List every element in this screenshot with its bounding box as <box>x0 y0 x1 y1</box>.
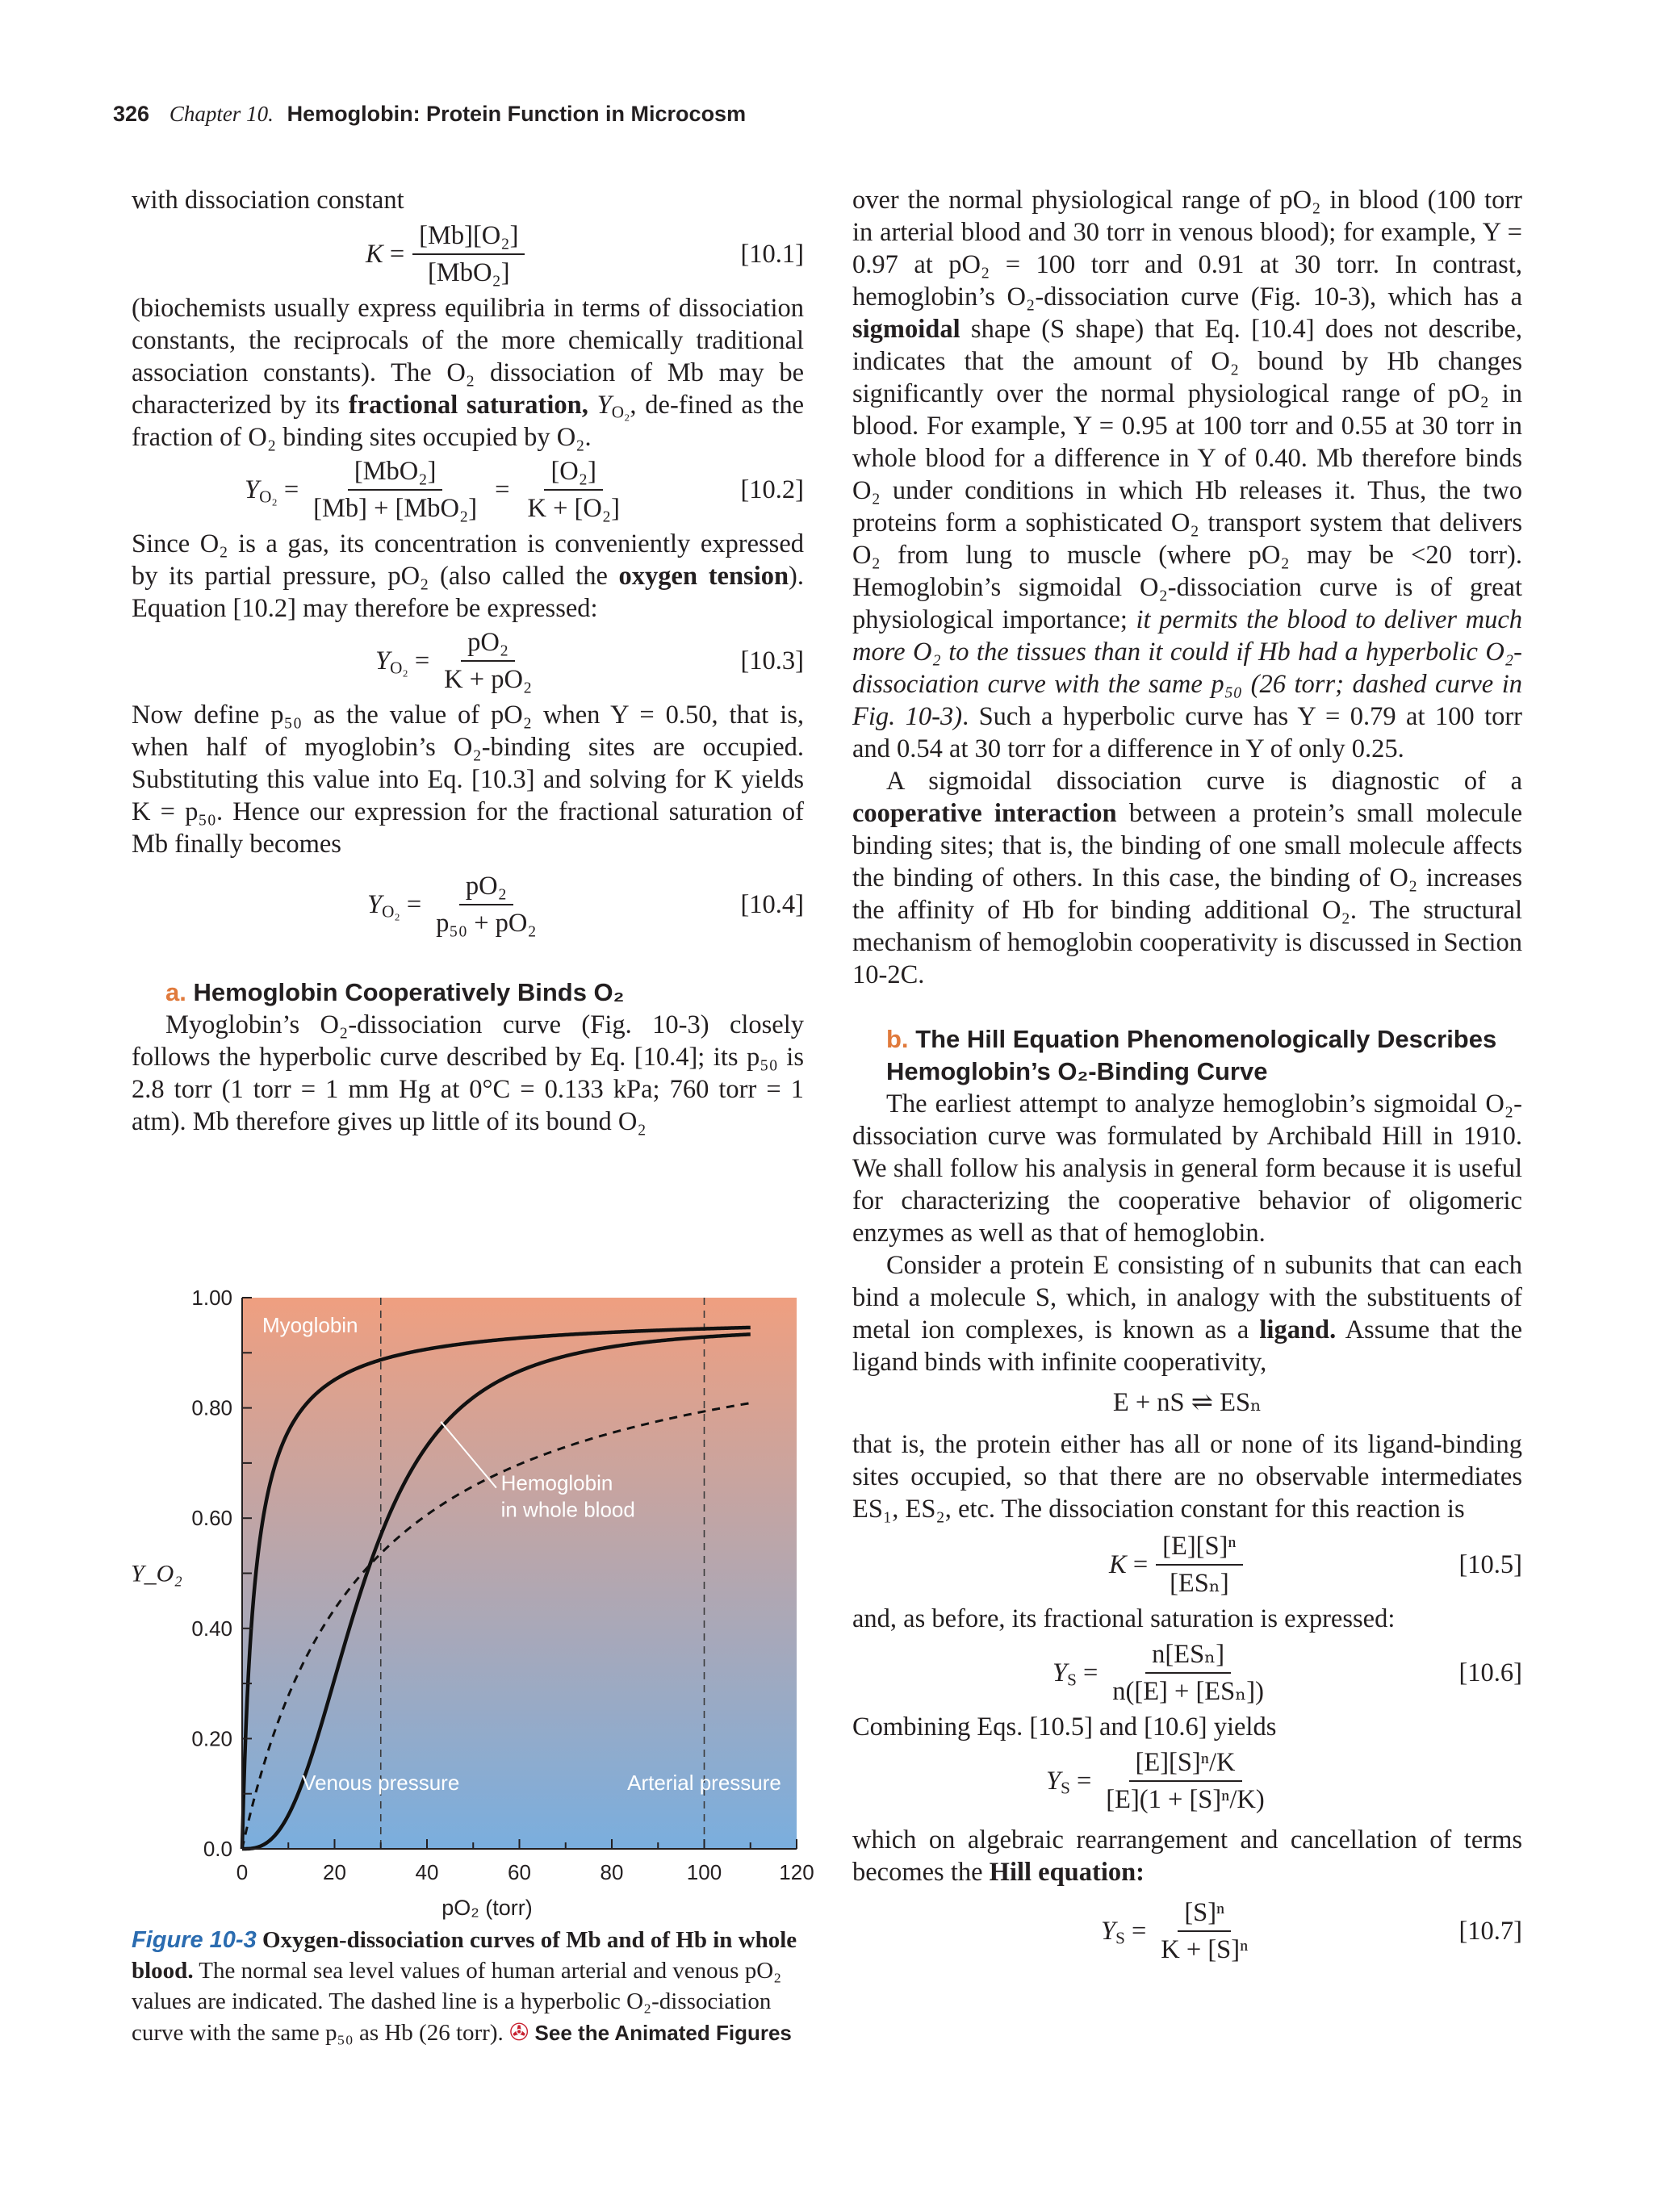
reaction-equation: E + nS ⇌ ESₙ <box>1112 1388 1262 1417</box>
equation-10-7: $Y_S$ = $\frac{\text{[S]ⁿ}}{\text{K + [S]ⁿ}}$ [10.7] <box>1101 1898 1522 1964</box>
label-hemoglobin: Hemoglobin <box>500 1470 613 1495</box>
y-tick-label: 1.00 <box>191 1286 232 1310</box>
paragraph: The earliest attempt to analyze hemoglobin’s sigmoidal O₂-dissociation curve was formulated by Archibald Hill in 1910. We shall follow his analysis in general form because it is useful for characterizing the cooperative behavior of oligomeric enzymes as well as that of hemoglobin. <box>852 1089 1522 1248</box>
caption-title: Oxygen-dissociation curves of Mb and of Hb in whole blood. <box>132 1927 797 1984</box>
figure-label: Figure 10-3 <box>132 1927 257 1953</box>
oxygen-dissociation-chart <box>113 1279 814 1920</box>
paragraph: and, as before, its fractional saturation is expressed: <box>852 1604 1396 1633</box>
left-column <box>132 184 804 1138</box>
eq-numerator: [Mb][O₂] <box>412 220 525 255</box>
equation-10-1: K = $\frac{\text{[Mb][O₂]}}{\text{[MbO₂]}}$ [10.1] <box>366 221 804 287</box>
paragraph: (biochemists usually express equilibria in terms of dissociation constants, the reciprocals of the more chemically traditional association constants). The O₂ dissociation of Mb may be characterized by its fractional saturation, $Y_{O_2}$, de-fined as the fraction of O₂ binding sites occupied by O₂. <box>132 294 805 452</box>
page-number: 326 <box>113 102 150 126</box>
equation-10-4: $Y_{O_2}$ = $\frac{\text{pO₂}}{\text{p₅₀ + pO₂}}$ [10.4] <box>367 872 804 938</box>
label-myoglobin: Myoglobin <box>262 1313 358 1337</box>
paragraph: Consider a protein E consisting of n subunits that can each bind a molecule S, which, in analogy with the substituents of metal ion complexes, is known as a ligand. Assume that the ligand binds with infinite cooperativity, <box>852 1251 1522 1377</box>
equation-number: [10.5] <box>1458 1550 1522 1579</box>
chapter-title: Hemoglobin: Protein Function in Microcosm <box>287 102 747 126</box>
paragraph: A sigmoidal dissociation curve is diagnostic of a cooperative interaction between a protein’s small molecule binding sites; that is, the binding of one small molecule affects the binding of others. In this case, the binding of O₂ increases the affinity of Hb for binding additional O₂. The structural mechanism of hemoglobin cooperativity is discussed in Section 10-2C. <box>852 767 1522 989</box>
x-tick-label: 120 <box>779 1860 814 1884</box>
x-tick-label: 80 <box>600 1860 624 1884</box>
equation-10-3: $Y_{O_2}$ = $\frac{\text{pO₂}}{\text{K + pO₂}}$ [10.3] <box>375 628 804 694</box>
equation-number: [10.6] <box>1458 1658 1522 1687</box>
equation-number: [10.1] <box>740 240 804 269</box>
y-tick-label: 0.20 <box>191 1726 232 1751</box>
x-tick-label: 100 <box>686 1860 722 1884</box>
paragraph: with dissociation constant <box>132 186 404 215</box>
equation-number: [10.4] <box>740 890 804 919</box>
x-tick-label: 60 <box>508 1860 531 1884</box>
paragraph: Since O₂ is a gas, its concentration is conveniently expressed by its partial pressure, pO₂ (also called the oxygen tension). Equation [10.2] may therefore be expressed: <box>132 529 804 623</box>
y-tick-label: 0.40 <box>191 1616 232 1641</box>
equation-10-6: $Y_S$ = $\frac{\text{n[ESₙ]}}{\text{n([E] + [ESₙ])}}$ [10.6] <box>1052 1640 1522 1706</box>
label-venous-pressure: Venous pressure <box>302 1771 460 1796</box>
x-tick-label: 0 <box>236 1860 249 1884</box>
see-animated-figures-link[interactable]: See the Animated Figures <box>534 2021 792 2045</box>
eq-denominator: [MbO₂] <box>427 258 510 287</box>
equation-10-2: $Y_{O_2}$ = $\frac{\text{[MbO₂]}}{\text{[Mb] + [MbO₂]}}$ = $\frac{\text{[O₂]}}{\text{K + [O₂]}}$ [10.2] <box>245 457 804 523</box>
plot-background <box>242 1298 797 1849</box>
y-tick-label: 0.0 <box>203 1837 232 1861</box>
paragraph: which on algebraic rearrangement and cancellation of terms becomes the Hill equation: <box>852 1825 1522 1887</box>
label-arterial-pressure: Arterial pressure <box>627 1771 781 1796</box>
section-heading-b: b. The Hill Equation Phenomenologically Describes Hemoglobin’s O₂-Binding Curve <box>886 1025 1497 1085</box>
paragraph: over the normal physiological range of pO₂ in blood (100 torr in arterial blood and 30 torr in venous blood); for example, Y = 0.97 at pO₂ = 100 torr and 0.91 at 30 torr. In contrast, hemoglobin’s O₂-dissociation curve (Fig. 10-3), which has a sigmoidal shape (S shape) that Eq. [10.4] does not describe, indicates that the amount of O₂ bound by Hb changes significantly over the normal physiological range of pO₂ in blood. For example, Y = 0.95 at 100 torr and 0.55 at 30 torr in whole blood for a difference in Y of 0.40. Mb therefore binds O₂ under conditions in which Hb releases it. Thus, the two proteins form a sophisticated O₂ transport system that delivers O₂ from lung to muscle (where pO₂ may be <20 torr). Hemoglobin’s sigmoidal O₂-dissociation curve is of great physiological importance; it permits the blood to deliver much more O₂ to the tissues than it could if Hb had a hyperbolic O₂-dissociation curve with the same p₅₀ (26 torr; dashed curve in Fig. 10-3). Such a hyperbolic curve has Y = 0.79 at 100 torr and 0.54 at 30 torr for a difference in Y of only 0.25. <box>852 186 1522 763</box>
paragraph: Now define p₅₀ as the value of pO₂ when Y = 0.50, that is, when half of myoglobin’s O₂-binding sites are occupied. Substituting this value into Eq. [10.3] and solving for K yields K = p₅₀. Hence our expression for the fractional saturation of Mb finally becomes <box>132 700 804 859</box>
y-axis-label: Y_O₂ <box>131 1560 182 1587</box>
animated-figure-icon[interactable]: ✇ <box>508 2018 529 2046</box>
x-tick-label: 40 <box>415 1860 439 1884</box>
y-tick-label: 0.60 <box>191 1506 232 1531</box>
x-tick-label: 20 <box>323 1860 346 1884</box>
equation-number: [10.2] <box>740 475 804 504</box>
section-heading-a: a. Hemoglobin Cooperatively Binds O₂ <box>165 978 625 1006</box>
equation-number: [10.7] <box>1458 1917 1522 1946</box>
label-hemoglobin-line2: in whole blood <box>500 1497 635 1522</box>
right-column <box>852 184 1522 1969</box>
equation-number: [10.3] <box>740 646 804 675</box>
page-header <box>113 102 746 127</box>
paragraph: that is, the protein either has all or none of its ligand-binding sites occupied, so that there are no observable intermediates ES₁, ES₂, etc. The dissociation constant for this reaction is <box>852 1430 1522 1524</box>
chapter-label: Chapter 10. <box>169 102 274 126</box>
paragraph: Myoglobin’s O₂-dissociation curve (Fig. 10-3) closely follows the hyperbolic curve described by Eq. [10.4]; its p₅₀ is 2.8 torr (1 torr = 1 mm Hg at 0°C = 0.133 kPa; 760 torr = 1 atm). Mb therefore gives up little of its bound O₂ <box>132 1010 804 1136</box>
y-tick-label: 0.80 <box>191 1395 232 1420</box>
equation-10-5: K = $\frac{\text{[E][S]ⁿ}}{\text{[ESₙ]}}$ [10.5] <box>1109 1532 1522 1598</box>
paragraph: Combining Eqs. [10.5] and [10.6] yields <box>852 1712 1277 1742</box>
term-fractional-saturation: fractional saturation, <box>348 391 588 420</box>
figure-caption: Figure 10-3 Oxygen-dissociation curves of Mb and of Hb in whole blood. The normal sea level values of human arterial and venous pO₂ values are indicated. The dashed line is a hyperbolic O₂-dissociation curve with the same p₅₀ as Hb (26 torr). ✇ See the Animated Figures <box>132 1927 797 2046</box>
x-axis-label: pO₂ (torr) <box>441 1896 533 1920</box>
equation-combined: $Y_S$ = $\frac{\text{[E][S]ⁿ/K}}{\text{[E](1 + [S]ⁿ/K)}}$ <box>1046 1748 1265 1814</box>
